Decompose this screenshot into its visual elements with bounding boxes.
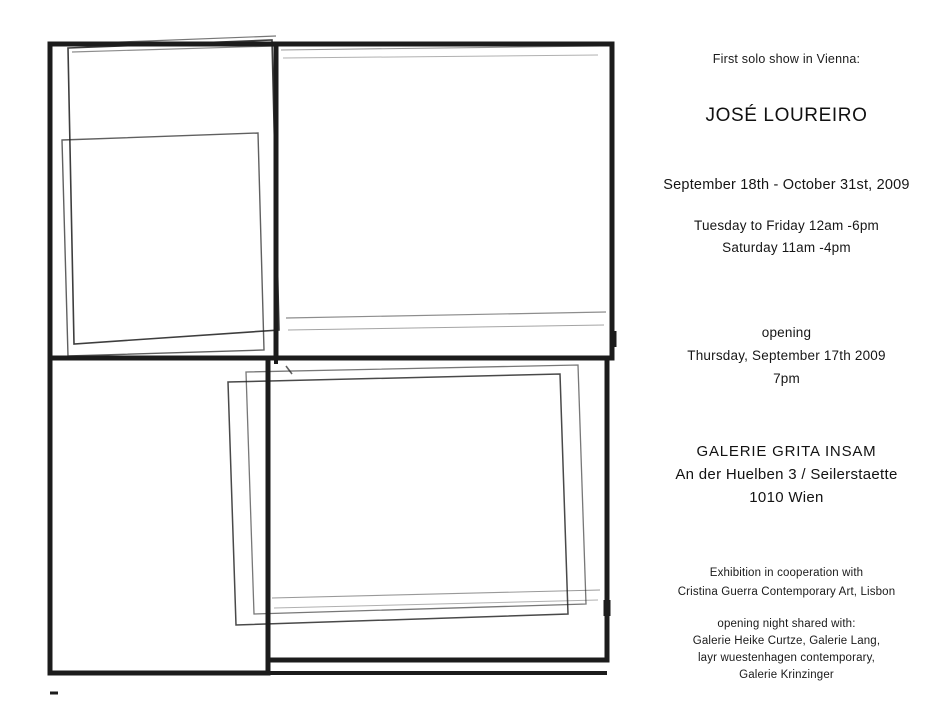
opening-hours-line-2: Saturday 11am -4pm: [722, 240, 851, 255]
shared-line-2: Galerie Heike Curtze, Galerie Lang,: [692, 635, 881, 647]
shared-opening-note: [640, 616, 933, 684]
opening-hours-line-1: Tuesday to Friday 12am -6pm: [694, 218, 879, 233]
artist-name: [640, 105, 933, 127]
artist-name-line: JOSÉ LOUREIRO: [705, 105, 868, 126]
exhibition-dates-line: September 18th - October 31st, 2009: [663, 177, 910, 193]
info-panel: [640, 0, 945, 718]
gallery-address: [640, 440, 933, 509]
opening-label: opening: [761, 325, 812, 340]
exhibition-dates: [640, 177, 933, 193]
gallery-city: 1010 Wien: [749, 489, 824, 506]
shared-line-4: Galerie Krinzinger: [739, 669, 834, 681]
opening-hours: [640, 215, 933, 259]
opening-event: [640, 321, 933, 390]
cooperation-line-2: Cristina Guerra Contemporary Art, Lisbon: [677, 586, 896, 598]
shared-line-3: layr wuestenhagen contemporary,: [697, 652, 876, 664]
intro-text: [640, 52, 933, 66]
gallery-name: GALERIE GRITA INSAM: [696, 443, 877, 460]
gallery-street: An der Huelben 3 / Seilerstaette: [675, 466, 898, 483]
opening-time: 7pm: [773, 371, 800, 386]
intro-line: First solo show in Vienna:: [712, 52, 861, 66]
opening-date: Thursday, September 17th 2009: [687, 348, 886, 363]
shared-line-1: opening night shared with:: [717, 618, 856, 630]
cooperation-note: [640, 564, 933, 602]
cooperation-line-1: Exhibition in cooperation with: [709, 567, 864, 579]
